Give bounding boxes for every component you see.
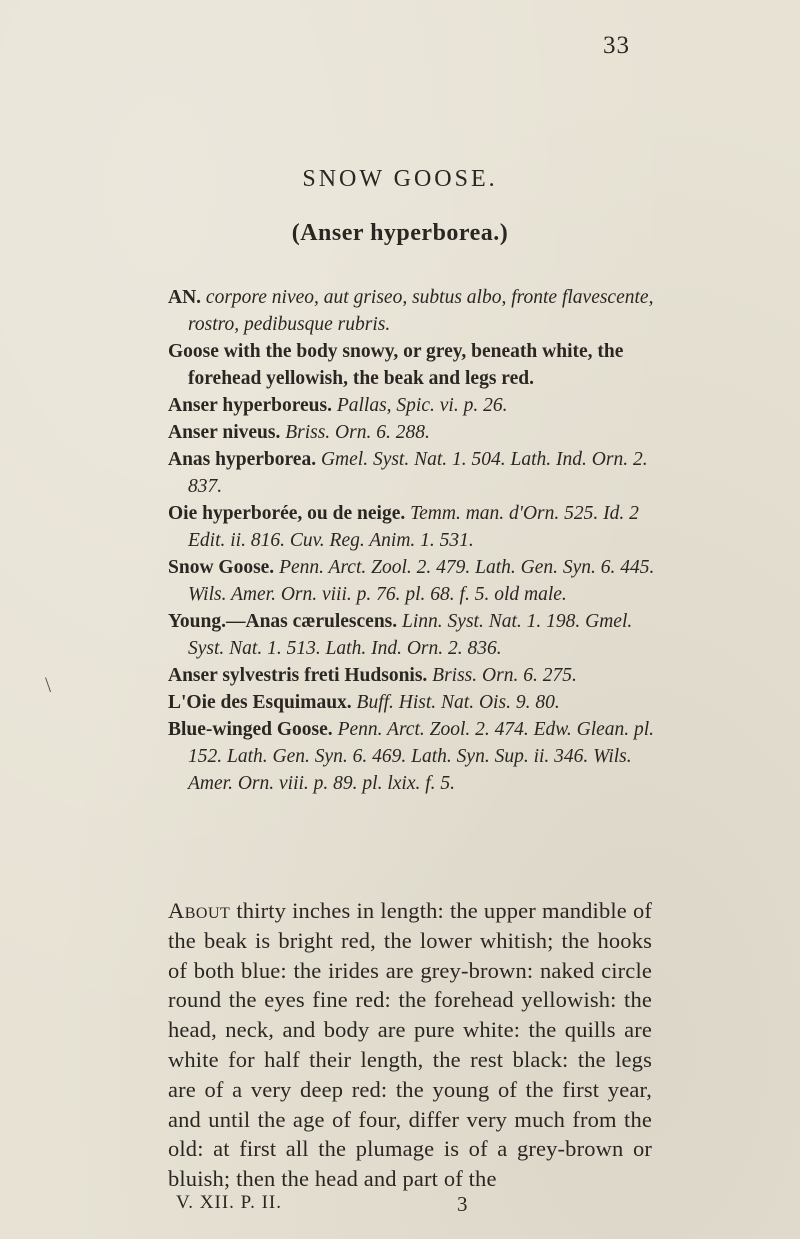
synonym-name: L'Oie des Esquimaux. [168, 692, 352, 713]
synonym-reference: Penn. Arct. Zool. 2. 479. Lath. Gen. Syn. 6. 445. Wils. Amer. Orn. viii. p. 76. pl. 68. f. 5. old male. [188, 557, 655, 605]
synonym-list [168, 284, 656, 797]
synonym-name: Young.—Anas cærulescens. [168, 611, 398, 632]
synonym-reference: Briss. Orn. 6. 275. [432, 665, 577, 686]
synonym-name: Snow Goose. [168, 557, 275, 578]
synonym-reference: Penn. Arct. Zool. 2. 474. Edw. Glean. pl. 152. Lath. Gen. Syn. 6. 469. Lath. Syn. Sup. ii. 346. Wils. Amer. Orn. viii. p. 89. pl. lxix. f. 5. [188, 719, 655, 794]
synonym-entry [168, 500, 656, 554]
synonym-entry [168, 392, 656, 419]
synonym-entry [168, 689, 656, 716]
synonym-entry [168, 662, 656, 689]
page-number: 33 [603, 32, 630, 59]
synonym-reference: Linn. Syst. Nat. 1. 198. Gmel. Syst. Nat. 1. 513. Lath. Ind. Orn. 2. 836. [188, 611, 633, 659]
synonym-name: Oie hyperborée, ou de neige. [168, 503, 406, 524]
synonym-entry [168, 554, 656, 608]
synonym-name: Goose with the body snowy, or grey, beneath white, the forehead yellowish, the beak and legs red. [168, 341, 624, 389]
description-text: thirty inches in length: the upper mandible of the beak is bright red, the lower whitish; the hooks of both blue: the irides are grey-brown: naked circle round the eyes fine red: the forehead yellowish: the head, neck, and body are pure white: the quills are white for half their length, the rest black: the legs are of a very deep red: the young of the first year, and until the age of four, differ very much from the old: at first all the plumage is of a grey-brown or bluish; then the head and part of the [168, 898, 652, 1192]
synonym-entry [168, 338, 656, 392]
synonym-name: Anas hyperborea. [168, 449, 317, 470]
synonym-reference: Pallas, Spic. vi. p. 26. [336, 395, 508, 416]
synonym-entry [168, 419, 656, 446]
synonym-entry [168, 284, 656, 338]
synonym-name: Anser sylvestris freti Hudsonis. [168, 665, 428, 686]
description-paragraph [168, 896, 652, 1194]
synonym-reference: Gmel. Syst. Nat. 1. 504. Lath. Ind. Orn. 2. 837. [188, 449, 648, 497]
signature-number: 3 [457, 1192, 468, 1216]
synonym-entry [168, 608, 656, 662]
synonym-name: AN. [168, 287, 202, 308]
description-lead: About [168, 898, 231, 923]
synonym-name: Anser hyperboreus. [168, 395, 332, 416]
synonym-reference: Temm. man. d'Orn. 525. Id. 2 Edit. ii. 816. Cuv. Reg. Anim. 1. 531. [188, 503, 639, 551]
volume-signature: V. XII. P. II. [176, 1192, 283, 1213]
synonym-entry [168, 446, 656, 500]
page-title: SNOW GOOSE. [302, 166, 498, 192]
synonym-entry [168, 716, 656, 797]
synonym-reference: Briss. Orn. 6. 288. [285, 422, 430, 443]
synonym-name: Blue-winged Goose. [168, 719, 333, 740]
margin-mark: \ [45, 672, 52, 697]
synonym-reference: corpore niveo, aut griseo, subtus albo, fronte flavescente, rostro, pedibusque rubris. [188, 287, 654, 335]
latin-name: (Anser hyperborea.) [291, 220, 509, 246]
synonym-reference: Buff. Hist. Nat. Ois. 9. 80. [356, 692, 560, 713]
synonym-name: Anser niveus. [168, 422, 281, 443]
